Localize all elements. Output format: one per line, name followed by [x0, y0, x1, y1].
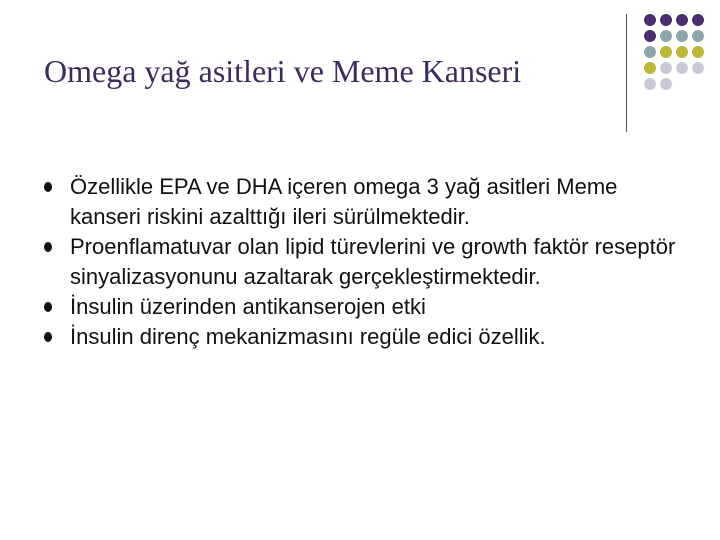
decorative-dot	[692, 14, 704, 26]
bullet-text: İnsulin üzerinden antikanserojen etki	[70, 294, 426, 319]
bullet-item	[44, 322, 684, 352]
bullet-dot-icon	[44, 332, 52, 342]
decorative-dot	[692, 46, 704, 58]
decorative-dot	[660, 62, 672, 74]
decorative-dot	[644, 46, 656, 58]
bullet-item	[44, 172, 684, 232]
decorative-dot	[692, 30, 704, 42]
title-divider-line	[626, 14, 627, 132]
bullet-list	[44, 172, 684, 352]
decorative-dot	[676, 14, 688, 26]
decorative-dot	[692, 62, 704, 74]
bullet-text: Özellikle EPA ve DHA içeren omega 3 yağ asitleri Meme kanseri riskini azalttığı ileri sürülmektedir.	[70, 174, 618, 229]
decorative-dot	[644, 78, 656, 90]
bullet-item	[44, 292, 684, 322]
decorative-dot	[660, 30, 672, 42]
decorative-dot	[676, 46, 688, 58]
decorative-dot	[660, 46, 672, 58]
decorative-dot	[676, 62, 688, 74]
slide-title: Omega yağ asitleri ve Meme Kanseri	[44, 53, 522, 89]
bullet-text: İnsulin direnç mekanizmasını regüle edici özellik.	[70, 324, 546, 349]
bullet-text: Proenflamatuvar olan lipid türevlerini ve growth faktör reseptör sinyalizasyonunu azaltarak gerçekleştirmektedir.	[70, 234, 676, 289]
bullet-dot-icon	[44, 242, 52, 252]
decorative-dot	[660, 78, 672, 90]
bullet-item	[44, 232, 684, 292]
decorative-dot	[644, 62, 656, 74]
bullet-dot-icon	[44, 302, 52, 312]
decorative-dot	[644, 14, 656, 26]
decorative-dot	[660, 14, 672, 26]
decorative-dot	[644, 30, 656, 42]
bullet-dot-icon	[44, 182, 52, 192]
decorative-dot	[676, 30, 688, 42]
